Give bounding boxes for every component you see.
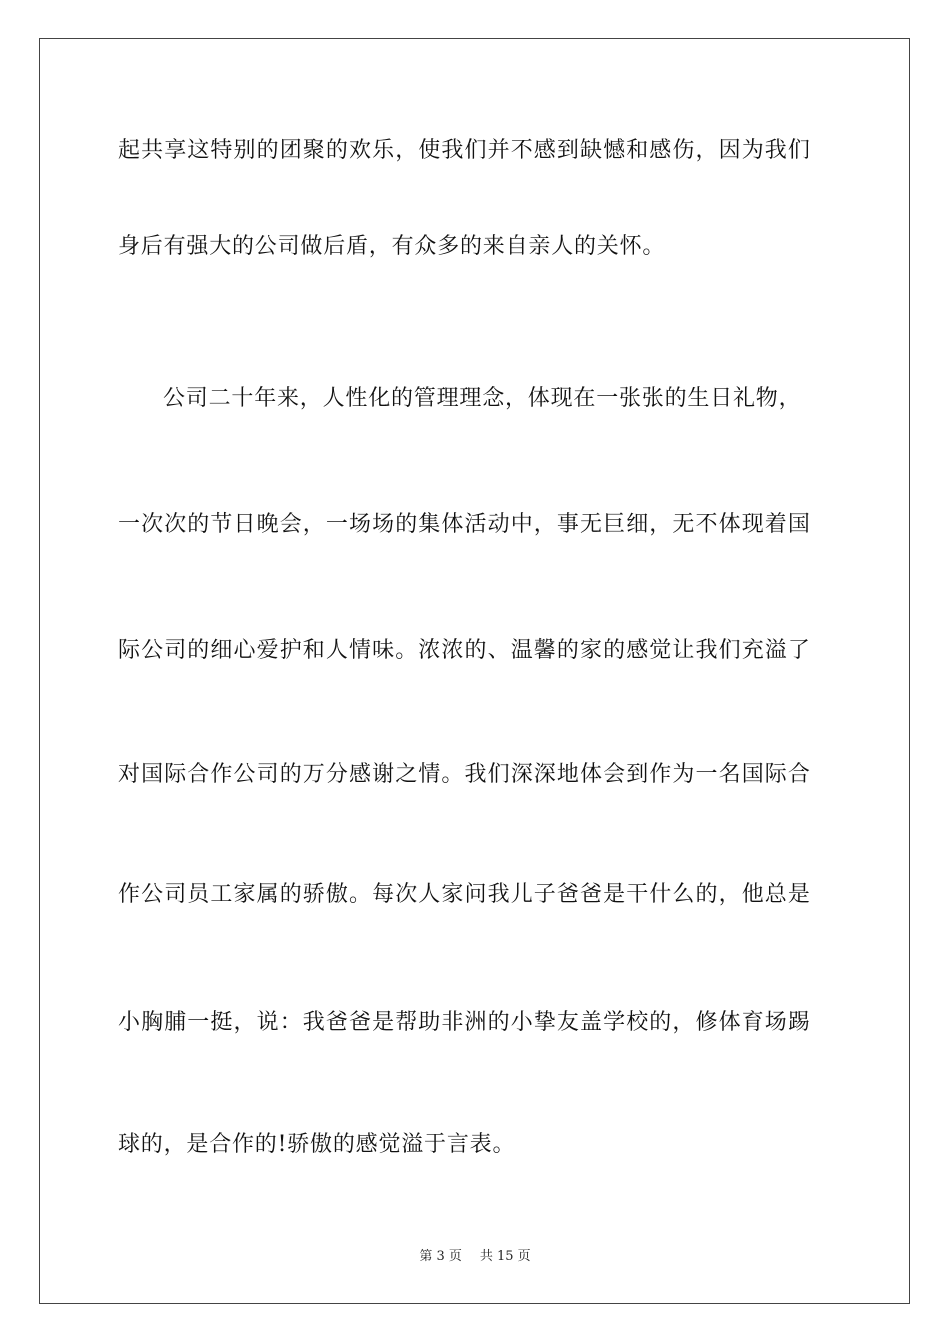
text-line-7: 作公司员工家属的骄傲。每次人家问我儿子爸爸是干什么的，他总是: [118, 882, 812, 907]
page-number: 第 3 页: [419, 1249, 462, 1264]
text-line-9: 球的，是合作的!骄傲的感觉溢于言表。: [118, 1132, 516, 1157]
page-border: [39, 38, 910, 1304]
text-line-8: 小胸脯一挺，说：我爸爸是帮助非洲的小挚友盖学校的，修体育场踢: [118, 1010, 812, 1035]
text-line-6: 对国际合作公司的万分感谢之情。我们深深地体会到作为一名国际合: [118, 762, 812, 787]
text-line-4: 一次次的节日晚会，一场场的集体活动中，事无巨细，无不体现着国: [118, 512, 812, 537]
text-line-5: 际公司的细心爱护和人情味。浓浓的、温馨的家的感觉让我们充溢了: [118, 638, 812, 663]
page-total: 共 15 页: [479, 1249, 531, 1264]
text-line-3: 公司二十年来，人性化的管理理念，体现在一张张的生日礼物，: [163, 386, 802, 411]
text-line-1: 起共享这特别的团聚的欢乐，使我们并不感到缺憾和感伤，因为我们: [118, 138, 812, 163]
text-line-2: 身后有强大的公司做后盾，有众多的来自亲人的关怀。: [118, 234, 666, 259]
page-footer: [0, 1248, 950, 1266]
